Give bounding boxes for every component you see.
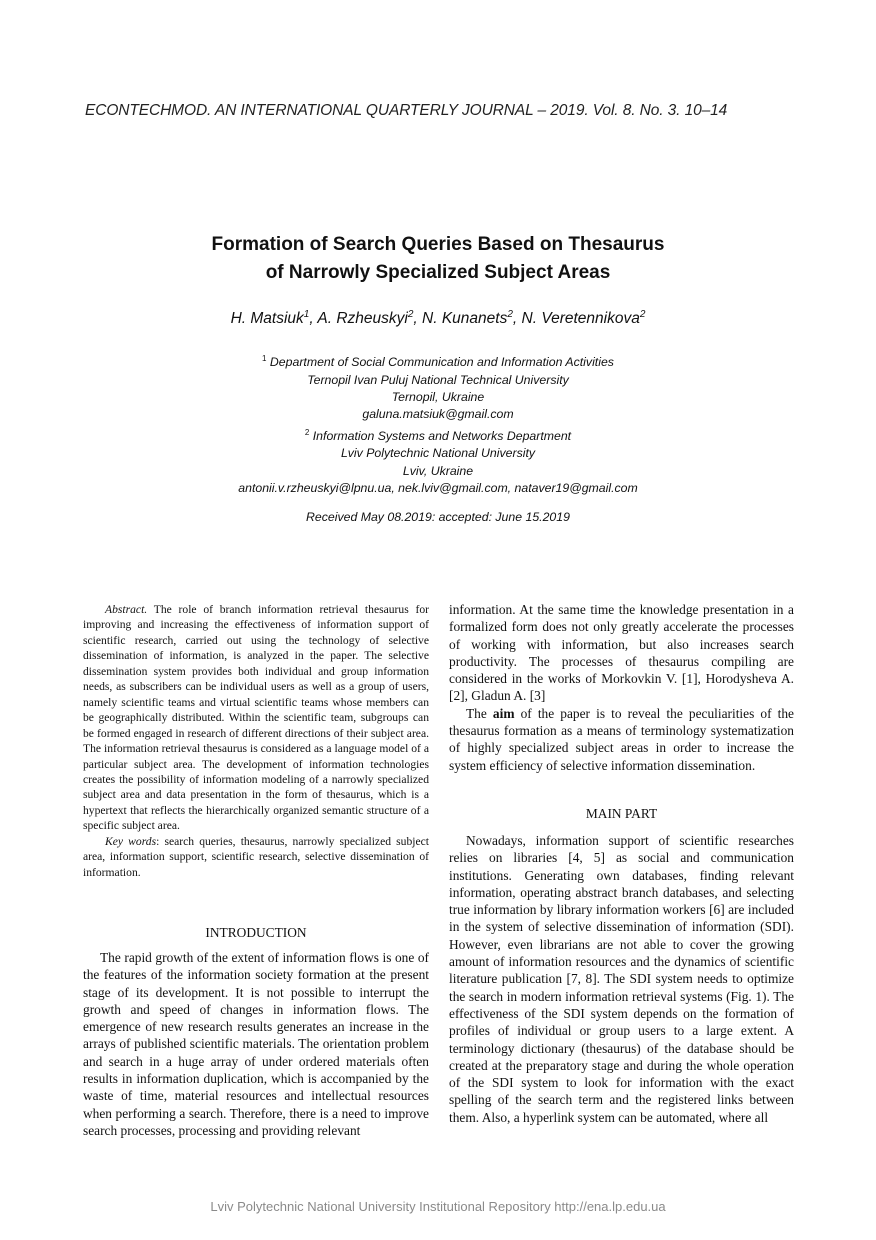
received-dates: Received May 08.2019: accepted: June 15.2019	[306, 510, 570, 524]
keywords-label: Key words	[105, 834, 157, 848]
keywords-text: : search queries, thesaurus, narrowly specialized subject area, information support, scientific research, selective dissemination of information.	[83, 834, 429, 879]
abstract-label: Abstract.	[105, 603, 148, 616]
author-name: A. Rzheuskyi	[317, 310, 408, 328]
introduction-body-right	[449, 601, 794, 774]
affil-mark: 2	[304, 427, 310, 437]
section-heading-introduction: INTRODUCTION	[205, 925, 307, 940]
affil-mark: 1	[262, 354, 267, 363]
affiliations	[0, 350, 876, 497]
author-affil-mark: 2	[507, 309, 513, 320]
affil-university: Lviv Polytechnic National University	[340, 446, 536, 461]
repository-footer: Lviv Polytechnic National University Institutional Repository http://ena.lp.edu.ua	[210, 1199, 666, 1214]
main-part-body	[449, 832, 794, 1126]
introduction-body-left	[83, 949, 429, 1139]
title-line-2: of Narrowly Specialized Subject Areas	[265, 262, 611, 283]
paragraph: Nowadays, information support of scientific researches relies on libraries [4, 5] as social and communication institutions. Generating own databases, finding relevant information, operating abstract branch databases, and selecting true information by library information workers [6] are included in the system of selective dissemination of information (SDI). However, even librarians are not able to cover the growing amount of information resources and the dynamics of scientific literature publication [7, 8]. The SDI system needs to optimize the search in modern information retrieval systems (Fig. 1). The effectiveness of the SDI system depends on the formation of profiles of individual or group users to a large extent. A terminology dictionary (thesaurus) of the database should be created at the preparatory stage and during the whole operation of the SDI system to look for information with the exact spelling of the search term and the registered links between them. Also, a hyperlink system can be automated, where all	[449, 833, 794, 1125]
aim-bold: aim	[492, 705, 515, 721]
author-affil-mark: 2	[407, 309, 414, 320]
abstract	[83, 602, 429, 880]
affil-city: Lviv, Ukraine	[402, 463, 474, 478]
affil-city: Ternopil, Ukraine	[391, 389, 485, 404]
paragraph: The rapid growth of the extent of information flows is one of the features of the information society formation at the present stage of its development. It is not possible to interrupt the growth and speed of changes in information flows. The emergence of new research results generates an increase in the arrays of published scientific materials. The orientation problem and search in a huge array of under ordered materials often results in information duplication, which is accompanied by the waste of time, material resources and intellectual resources when performing a search. Therefore, there is a need to improve search processes, processing and providing relevant	[83, 950, 429, 1138]
author-name: N. Kunanets	[422, 310, 508, 328]
aim-paragraph: The aim of the paper is to reveal the peculiarities of the thesaurus formation as a means of terminology systematization of highly specialized subject areas in order to increase the system efficiency of selective information dissemination.	[449, 705, 795, 773]
abstract-text: The role of branch information retrieval thesaurus for improving and increasing the effectiveness of information support of scientific research, carried out using the technology of selective dissemination of information, is analyzed in the paper. The selective dissemination system provides both individual and group information needs, as subscribers can be individual users as well as a group of users, namely scientific teams and virtual scientific teams whose members can be geographically distributed. Within the scientific team, subgroups can be formed engaged in research of different directions of their subject area. The information retrieval thesaurus is considered as a language model of a particular subject area. The development of information technologies creates the possibility of information modeling of a narrowly specialized subject area and data presentation in the form of thesaurus, which is a hypertext that reflects the hierarchically organized semantic structure of a specific subject area.	[83, 603, 429, 833]
author-list: H. Matsiuk$^1$, A. Rzheuskyi$^2$, N. Kunanets$^2$, N. Veretennikova$^2$	[230, 309, 646, 328]
author-name: N. Veretennikova	[521, 310, 640, 328]
affil-email[interactable]: galuna.matsiuk@gmail.com	[362, 407, 514, 422]
affil-university: Ternopil Ivan Puluj National Technical University	[307, 372, 569, 387]
author-affil-mark: 1	[303, 309, 310, 320]
paper-title	[0, 231, 876, 287]
journal-header: ECONTECHMOD. AN INTERNATIONAL QUARTERLY JOURNAL – 2019. Vol. 8. No. 3. 10–14	[85, 102, 728, 119]
section-heading-main-part: MAIN PART	[585, 806, 658, 821]
author-affil-mark: 2	[639, 309, 646, 320]
affil-emails[interactable]: antonii.v.rzheuskyi@lpnu.ua, nek.lviv@gmail.com, nataver19@gmail.com	[238, 481, 638, 496]
paragraph: information. At the same time the knowledge presentation in a formalized form does not only greatly accelerate the processes of working with information, but also increases search productivity. The processes of thesaurus compiling are considered in the works of Morkovkin V. [1], Horodysheva A. [2], Gladun A. [3]	[449, 602, 794, 704]
affil-department: Department of Social Communication and Information Activities	[269, 355, 614, 370]
author-name: H. Matsiuk	[230, 310, 304, 328]
affil-department: Information Systems and Networks Department	[312, 428, 572, 443]
title-line-1: Formation of Search Queries Based on Thesaurus	[211, 234, 665, 255]
